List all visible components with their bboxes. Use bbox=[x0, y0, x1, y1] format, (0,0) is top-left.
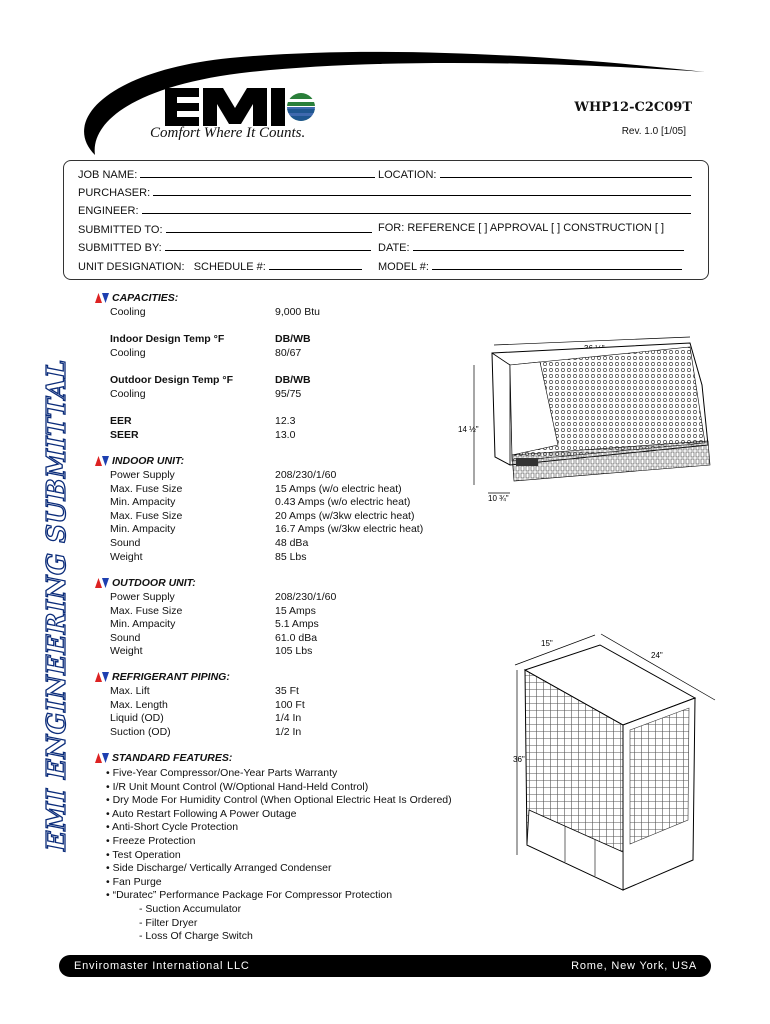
bullet-triangles-icon bbox=[95, 456, 109, 466]
indoor-depth-dim: 10 ¾" bbox=[488, 494, 509, 503]
refrigerant-labels bbox=[110, 685, 171, 739]
indoor-unit-heading bbox=[95, 455, 184, 469]
outdoor-labels bbox=[110, 591, 182, 659]
indoor-unit-title: INDOOR UNIT: bbox=[112, 455, 185, 467]
engineer-field[interactable] bbox=[142, 203, 691, 214]
refrigerant-values bbox=[275, 685, 305, 739]
schedule-label: SCHEDULE #: bbox=[193, 261, 266, 273]
submitted-to-field[interactable] bbox=[166, 222, 372, 233]
spec-label: Max. Fuse Size bbox=[110, 604, 183, 617]
spec-label: Weight bbox=[110, 550, 143, 563]
spec-label: Max. Fuse Size bbox=[110, 482, 183, 495]
seer-label: SEER bbox=[110, 429, 139, 441]
indoor-cooling-value: 80/67 bbox=[275, 347, 302, 359]
location-field[interactable] bbox=[440, 167, 692, 178]
refrigerant-title: REFRIGERANT PIPING: bbox=[112, 671, 230, 683]
revision: Rev. 1.0 [1/05] bbox=[621, 126, 686, 137]
indoor-height-dim: 14 ½" bbox=[458, 425, 479, 434]
outdoor-cooling-label: Cooling bbox=[110, 388, 146, 400]
feature-item: • Fan Purge bbox=[106, 875, 162, 888]
submitted-to-row bbox=[78, 222, 372, 236]
eer-label: EER bbox=[110, 415, 132, 427]
spec-label: Weight bbox=[110, 645, 143, 658]
spec-label: Sound bbox=[110, 536, 141, 549]
feature-item: • Auto Restart Following A Power Outage bbox=[106, 807, 297, 820]
outdoor-temp-unit: DB/WB bbox=[275, 374, 311, 386]
footer-location: Rome, New York, USA bbox=[571, 960, 697, 972]
cap-cooling-label: Cooling bbox=[110, 306, 146, 318]
spec-label: Power Supply bbox=[110, 591, 175, 603]
outdoor-unit-heading bbox=[95, 577, 196, 591]
footer-bar bbox=[59, 955, 711, 977]
feature-item: • Dry Mode For Humidity Control (When Optional Electric Heat Is Ordered) bbox=[106, 794, 452, 807]
date-field[interactable] bbox=[413, 240, 684, 251]
feature-item: • Five-Year Compressor/One-Year Parts Warranty bbox=[106, 767, 338, 779]
spec-value: 20 Amps (w/3kw electric heat) bbox=[275, 509, 415, 522]
features-heading bbox=[95, 752, 232, 766]
feature-item: • Freeze Protection bbox=[106, 834, 196, 847]
model-label: MODEL #: bbox=[378, 261, 429, 273]
bullet-triangles-icon bbox=[95, 293, 109, 303]
unit-designation-row bbox=[78, 259, 362, 273]
submitted-by-field[interactable] bbox=[165, 240, 371, 251]
model-field[interactable] bbox=[432, 259, 682, 270]
submitted-by-label: SUBMITTED BY: bbox=[78, 242, 162, 254]
indoor-unit-drawing bbox=[440, 325, 715, 510]
refrigerant-heading bbox=[95, 671, 230, 685]
outdoor-cooling-value: 95/75 bbox=[275, 388, 302, 400]
footer-company: Enviromaster International LLC bbox=[74, 960, 250, 972]
tagline: Comfort Where It Counts. bbox=[150, 125, 306, 141]
spec-value: 105 Lbs bbox=[275, 645, 313, 658]
submitted-to-label: SUBMITTED TO: bbox=[78, 224, 163, 236]
spec-value: 61.0 dBa bbox=[275, 631, 318, 644]
job-name-field[interactable] bbox=[140, 167, 375, 178]
spec-value: 208/230/1/60 bbox=[275, 591, 337, 603]
outdoor-height-dim: 36" bbox=[513, 755, 525, 764]
spec-label: Min. Ampacity bbox=[110, 618, 176, 631]
feature-item: • Anti-Short Cycle Protection bbox=[106, 821, 239, 834]
capacities-title: CAPACITIES: bbox=[112, 292, 179, 304]
purchaser-row bbox=[78, 185, 691, 199]
feature-item: • Side Discharge/ Vertically Arranged Condenser bbox=[106, 862, 332, 875]
spec-value: 15 Amps bbox=[275, 604, 316, 617]
spec-label: Min. Ampacity bbox=[110, 496, 176, 509]
outdoor-values bbox=[275, 591, 336, 659]
spec-value: 0.43 Amps (w/o electric heat) bbox=[275, 496, 411, 509]
spec-value: 16.7 Amps (w/3kw electric heat) bbox=[275, 523, 424, 536]
purchaser-label: PURCHASER: bbox=[78, 187, 151, 199]
spec-label: Min. Ampacity bbox=[110, 523, 176, 536]
bullet-triangles-icon bbox=[95, 578, 109, 588]
job-name-label: JOB NAME: bbox=[78, 169, 138, 181]
bullet-triangles-icon bbox=[95, 672, 109, 682]
feature-sub-item: - Loss Of Charge Switch bbox=[139, 930, 253, 943]
features-title: STANDARD FEATURES: bbox=[112, 752, 233, 764]
feature-item: • “Duratec” Performance Package For Compressor Protection bbox=[106, 889, 393, 902]
eer-value: 12.3 bbox=[275, 415, 296, 427]
feature-sub-item: - Suction Accumulator bbox=[139, 902, 242, 915]
spec-label: Suction (OD) bbox=[110, 725, 171, 738]
spec-value: 208/230/1/60 bbox=[275, 469, 337, 481]
spec-value: 48 dBa bbox=[275, 536, 309, 549]
feature-sub-item: - Filter Dryer bbox=[139, 916, 198, 929]
bullet-triangles-icon bbox=[95, 753, 109, 763]
indoor-values bbox=[275, 469, 423, 564]
spec-value: 100 Ft bbox=[275, 698, 305, 711]
feature-sub-list bbox=[106, 903, 452, 944]
spec-label: Power Supply bbox=[110, 469, 175, 481]
unit-designation-label: UNIT DESIGNATION: bbox=[78, 261, 185, 273]
feature-item: • Test Operation bbox=[106, 848, 181, 861]
spec-label: Max. Fuse Size bbox=[110, 509, 183, 522]
indoor-temp-label: Indoor Design Temp °F bbox=[110, 333, 225, 345]
submitted-by-row bbox=[78, 240, 371, 254]
spec-label: Liquid (OD) bbox=[110, 712, 164, 725]
outdoor-depth-dim: 15" bbox=[541, 639, 553, 648]
outdoor-temp-label: Outdoor Design Temp °F bbox=[110, 374, 234, 386]
spec-value: 35 Ft bbox=[275, 685, 299, 697]
emi-logo bbox=[165, 88, 315, 128]
indoor-cooling-label: Cooling bbox=[110, 347, 146, 359]
outdoor-width-dim: 24" bbox=[651, 651, 663, 660]
indoor-labels bbox=[110, 469, 182, 564]
cap-cooling-value: 9,000 Btu bbox=[275, 306, 320, 318]
model-code: WHP12-C2C09T bbox=[574, 100, 692, 115]
job-name-row bbox=[78, 167, 375, 181]
spec-value: 1/4 In bbox=[275, 712, 302, 725]
feature-item: • I/R Unit Mount Control (W/Optional Hand-Held Control) bbox=[106, 780, 369, 793]
spec-value: 1/2 In bbox=[275, 725, 302, 738]
location-row bbox=[378, 167, 692, 181]
spec-value: 5.1 Amps bbox=[275, 618, 319, 631]
spec-value: 15 Amps (w/o electric heat) bbox=[275, 482, 402, 495]
features-list bbox=[106, 767, 452, 944]
seer-value: 13.0 bbox=[275, 429, 296, 441]
purchaser-field[interactable] bbox=[153, 185, 691, 196]
capacities-heading bbox=[95, 292, 178, 306]
indoor-temp-unit: DB/WB bbox=[275, 333, 311, 345]
date-label: DATE: bbox=[378, 242, 410, 254]
for-checkboxes[interactable]: FOR: REFERENCE [ ] APPROVAL [ ] CONSTRUCTION [ ] bbox=[378, 222, 665, 234]
schedule-field[interactable] bbox=[269, 259, 362, 270]
spec-label: Max. Lift bbox=[110, 685, 150, 697]
model-row bbox=[378, 259, 682, 273]
spec-label: Sound bbox=[110, 631, 141, 644]
spec-value: 85 Lbs bbox=[275, 550, 307, 563]
engineer-row bbox=[78, 203, 691, 217]
outdoor-unit-title: OUTDOOR UNIT: bbox=[112, 577, 196, 589]
location-label: LOCATION: bbox=[378, 169, 437, 181]
outdoor-unit-drawing bbox=[505, 630, 725, 900]
spec-label: Max. Length bbox=[110, 698, 168, 711]
engineering-submittal-title: EMI ENGINEERING SUBMITTAL bbox=[42, 359, 72, 851]
date-row bbox=[378, 240, 684, 254]
engineer-label: ENGINEER: bbox=[78, 205, 139, 217]
